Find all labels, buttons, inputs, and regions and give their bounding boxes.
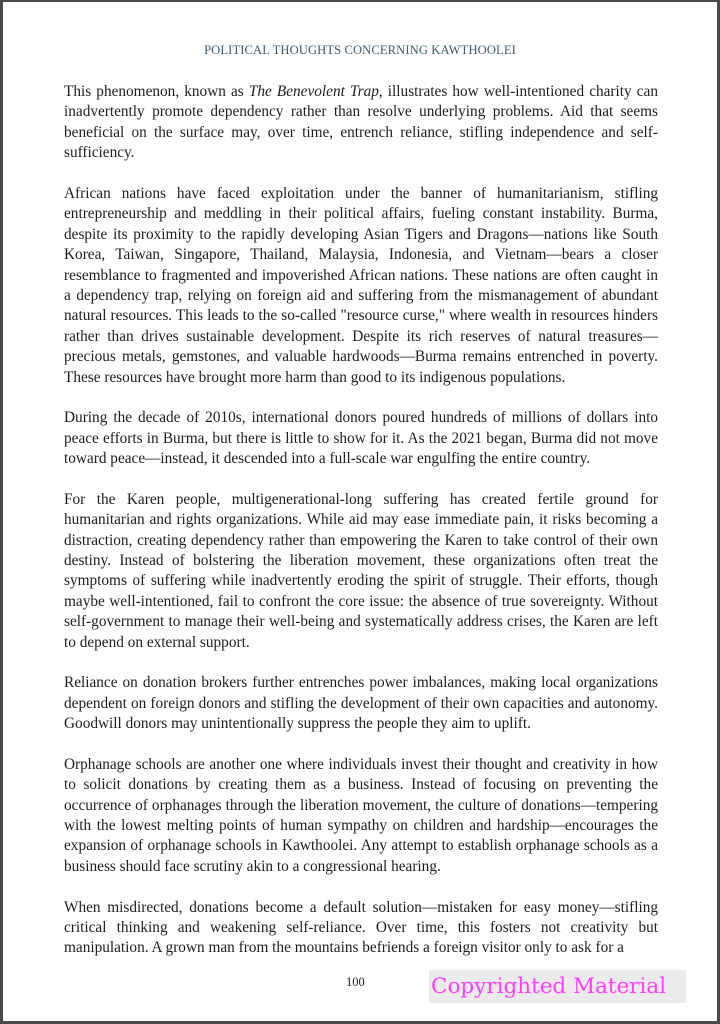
page-body bbox=[64, 82, 658, 959]
paragraph-2010s-donors: During the decade of 2010s, international donors poured hundreds of millions of dollars into peace efforts in Burma, but there is little to show for it. As the 2021 began, Burma did not move toward peace—instead, it descended into a full-scale war engulfing the entire country. bbox=[64, 409, 658, 468]
paragraph-text: , illustrates how well-intentioned charity can inadvertently promote dependency rather than resolve underlying problems. Aid that seems beneficial on the surface may, over time, entrench reliance, stifling independence and self-sufficiency. bbox=[64, 83, 658, 162]
book-page bbox=[3, 2, 717, 1021]
italic-term: The Benevolent Trap bbox=[248, 83, 379, 100]
running-header: POLITICAL THOUGHTS CONCERNING KAWTHOOLEI bbox=[204, 43, 516, 57]
page-number: 100 bbox=[346, 975, 365, 989]
paragraph-benevolent-trap bbox=[64, 82, 658, 164]
paragraph-orphanage-schools: Orphanage schools are another one where individuals invest their thought and creativity in how to solicit donations by creating them as a business. Instead of focusing on preventing the occurrence of orphanages through the liberation movement, the culture of donations—tempering with the lowest melting points of human sympathy on children and hardship—encourages the expansion of orphanage schools in Kawthoolei. Any attempt to establish orphanage schools as a business should face scrutiny akin to a congressional hearing. bbox=[64, 755, 658, 875]
paragraph-african-nations: African nations have faced exploitation under the banner of humanitarianism, stifling entrepreneurship and meddling in their political affairs, fueling constant instability. Burma, despite its proximity to the rapidly developing Asian Tigers and Dragons—nations like South Korea, Taiwan, Singapore, Thailand, Malaysia, Indonesia, and Vietnam—bears a closer resemblance to fragmented and impoverished African nations. These nations are often caught in a dependency trap, relying on foreign aid and suffering from the mismanagement of abundant natural resources. This leads to the so-called "resource curse," where wealth in resources hinders rather than drives sustainable development. Despite its rich reserves of natural treasures—precious metals, gemstones, and valuable hardwoods—Burma remains entrenched in poverty. These resources have brought more harm than good to its indigenous populations. bbox=[64, 184, 658, 386]
paragraph-karen-people: For the Karen people, multigenerational-long suffering has created fertile ground for humanitarian and rights organizations. While aid may ease immediate pain, it risks becoming a distraction, creating dependency rather than empowering the Karen to take control of their own destiny. Instead of bolstering the liberation movement, these organizations often treat the symptoms of suffering while inadvertently eroding the spirit of struggle. Their efforts, though maybe well-intentioned, fail to confront the core issue: the absence of true sovereignty. Without self-government to manage their well-being and systematically address crises, the Karen are left to depend on external support. bbox=[64, 490, 658, 651]
copyright-watermark: Copyrighted Material bbox=[429, 970, 686, 1003]
paragraph-misdirected-donations: When misdirected, donations become a default solution—mistaken for easy money—stifling critical thinking and weakening self-reliance. Over time, this fosters not creativity but manipulation. A grown man from the mountains befriends a foreign visitor only to ask for a bbox=[64, 898, 658, 957]
paragraph-text: This phenomenon, known as bbox=[64, 83, 249, 100]
paragraph-donation-brokers: Reliance on donation brokers further entrenches power imbalances, making local organizations dependent on foreign donors and stifling the development of their own capacities and autonomy. Goodwill donors may unintentionally suppress the people they aim to uplift. bbox=[64, 674, 658, 733]
